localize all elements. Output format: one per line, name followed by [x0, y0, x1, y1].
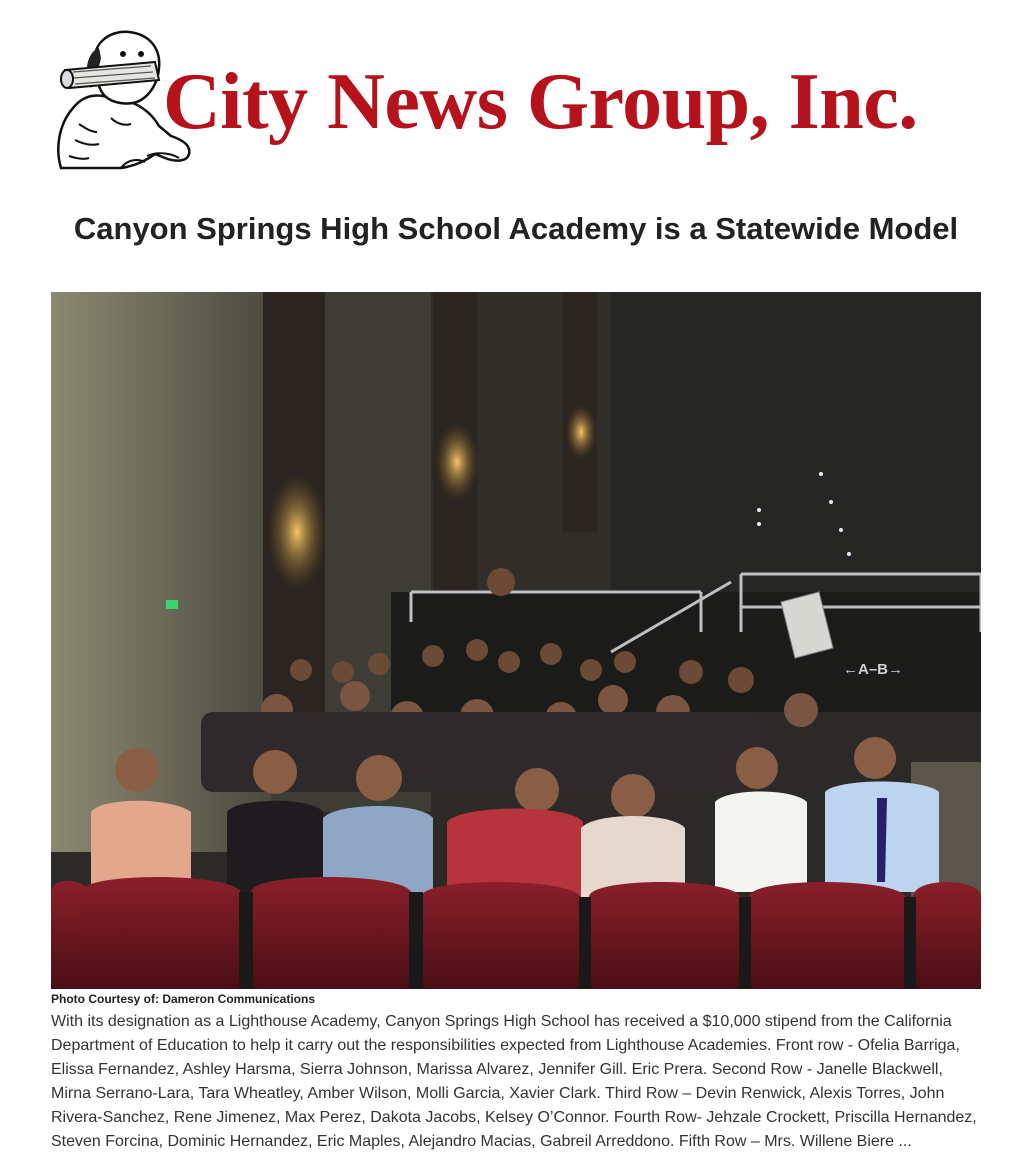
photo-credit: Photo Courtesy of: Dameron Communications: [51, 992, 316, 1006]
article-headline: Canyon Springs High School Academy is a Statewide Model: [73, 211, 959, 246]
seat-section-sign: ←A–B→: [843, 661, 904, 678]
article-caption: With its designation as a Lighthouse Academy, Canyon Springs High School has received a $10,000 stipend from the California Department of Education to help it carry out the responsibilities expected from Lighthouse Academies. Front row - Ofelia Barriga, Elissa Fernandez, Ashley Harsma, Sierra Johnson, Marissa Alvarez, Jennifer Gill. Eric Prera. Second Row - Janelle Blackwell, Mirna Serrano-Lara, Tara Wheatley, Amber Wilson, Molli Garcia, Xavier Clark. Third Row – Devin Renwick, Alexis Torres, John Rivera-Sanchez, Rene Jimenez, Max Perez, Dakota Jacobs, Kelsey O’Connor. Fourth Row- Jehzale Crockett, Priscilla Hernandez, Steven Forcina, Dominic Hernandez, Eric Maples, Alejandro Macias, Gabreil Arreddono. Fifth Row – Mrs. Willene Biere ...: [51, 1013, 977, 1150]
masthead: [51, 28, 981, 174]
brand-name: City News Group, Inc.: [163, 58, 918, 146]
article-photo: [51, 292, 981, 989]
